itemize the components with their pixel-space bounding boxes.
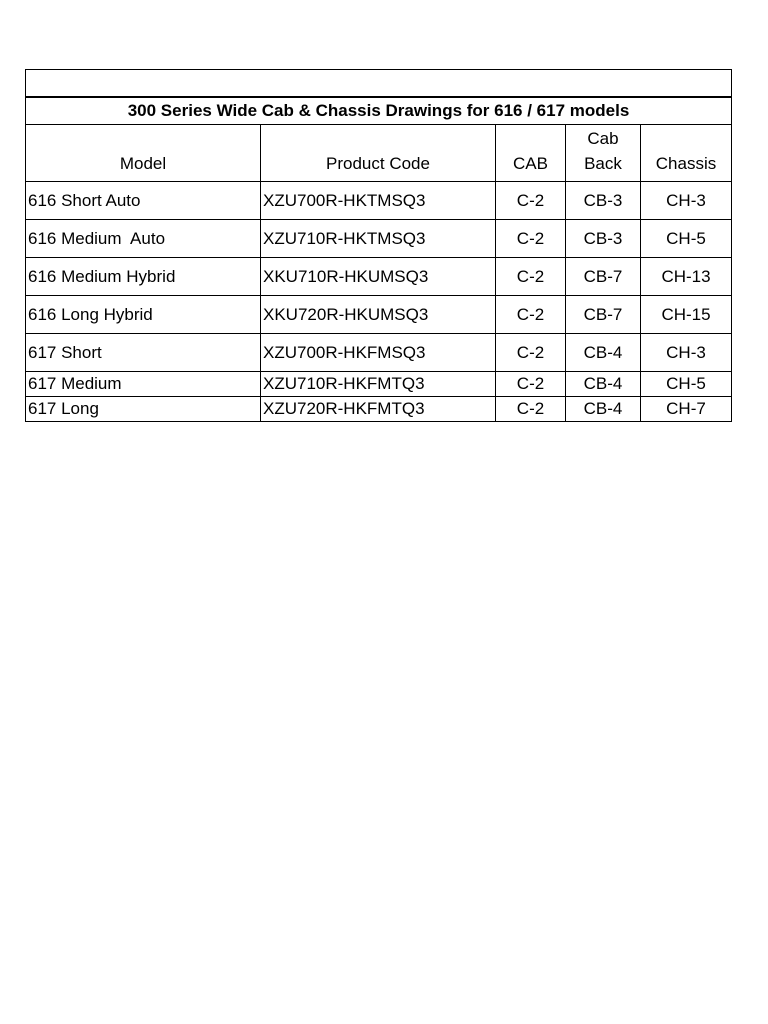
cell-cab: C-2 <box>496 334 566 372</box>
cell-cab-back: CB-4 <box>566 334 641 372</box>
blank-row <box>26 70 732 98</box>
cell-model: 617 Long <box>26 397 261 422</box>
blank-cell <box>26 70 732 98</box>
cell-cab: C-2 <box>496 220 566 258</box>
cell-product-code: XZU710R-HKTMSQ3 <box>261 220 496 258</box>
cell-product-code: XZU720R-HKFMTQ3 <box>261 397 496 422</box>
column-header-model: Model <box>26 125 261 182</box>
cell-model: 617 Short <box>26 334 261 372</box>
cell-cab-back: CB-4 <box>566 397 641 422</box>
cell-product-code: XKU710R-HKUMSQ3 <box>261 258 496 296</box>
cell-cab-back: CB-3 <box>566 220 641 258</box>
table-row <box>26 372 732 397</box>
column-header-product-code: Product Code <box>261 125 496 182</box>
table-title: 300 Series Wide Cab & Chassis Drawings for 616 / 617 models <box>26 97 732 125</box>
drawings-table <box>25 69 732 422</box>
cell-product-code: XZU700R-HKTMSQ3 <box>261 182 496 220</box>
cell-model: 616 Medium Auto <box>26 220 261 258</box>
table-row <box>26 334 732 372</box>
table-row <box>26 397 732 422</box>
cell-chassis: CH-13 <box>641 258 732 296</box>
column-header-cab: CAB <box>496 125 566 182</box>
column-header-chassis: Chassis <box>641 125 732 182</box>
cell-product-code: XZU700R-HKFMSQ3 <box>261 334 496 372</box>
cell-product-code: XKU720R-HKUMSQ3 <box>261 296 496 334</box>
cell-model: 616 Medium Hybrid <box>26 258 261 296</box>
cell-chassis: CH-15 <box>641 296 732 334</box>
cell-cab: C-2 <box>496 258 566 296</box>
cell-cab: C-2 <box>496 397 566 422</box>
cell-chassis: CH-7 <box>641 397 732 422</box>
table-row <box>26 220 732 258</box>
cell-cab-back: CB-3 <box>566 182 641 220</box>
cab-back-line-2: Back <box>584 154 622 173</box>
cell-chassis: CH-5 <box>641 220 732 258</box>
cell-cab: C-2 <box>496 372 566 397</box>
cell-model: 616 Long Hybrid <box>26 296 261 334</box>
header-row <box>26 125 732 182</box>
cab-back-line-1: Cab <box>587 129 619 148</box>
cell-cab-back: CB-4 <box>566 372 641 397</box>
cell-chassis: CH-3 <box>641 182 732 220</box>
spreadsheet-page <box>25 69 731 422</box>
cell-model: 617 Medium <box>26 372 261 397</box>
cell-cab: C-2 <box>496 182 566 220</box>
cell-cab-back: CB-7 <box>566 258 641 296</box>
cell-cab: C-2 <box>496 296 566 334</box>
cell-chassis: CH-5 <box>641 372 732 397</box>
table-row <box>26 258 732 296</box>
cell-product-code: XZU710R-HKFMTQ3 <box>261 372 496 397</box>
table-row <box>26 182 732 220</box>
cell-chassis: CH-3 <box>641 334 732 372</box>
title-row <box>26 97 732 125</box>
cell-model: 616 Short Auto <box>26 182 261 220</box>
table-row <box>26 296 732 334</box>
cell-cab-back: CB-7 <box>566 296 641 334</box>
column-header-cab-back <box>566 125 641 182</box>
